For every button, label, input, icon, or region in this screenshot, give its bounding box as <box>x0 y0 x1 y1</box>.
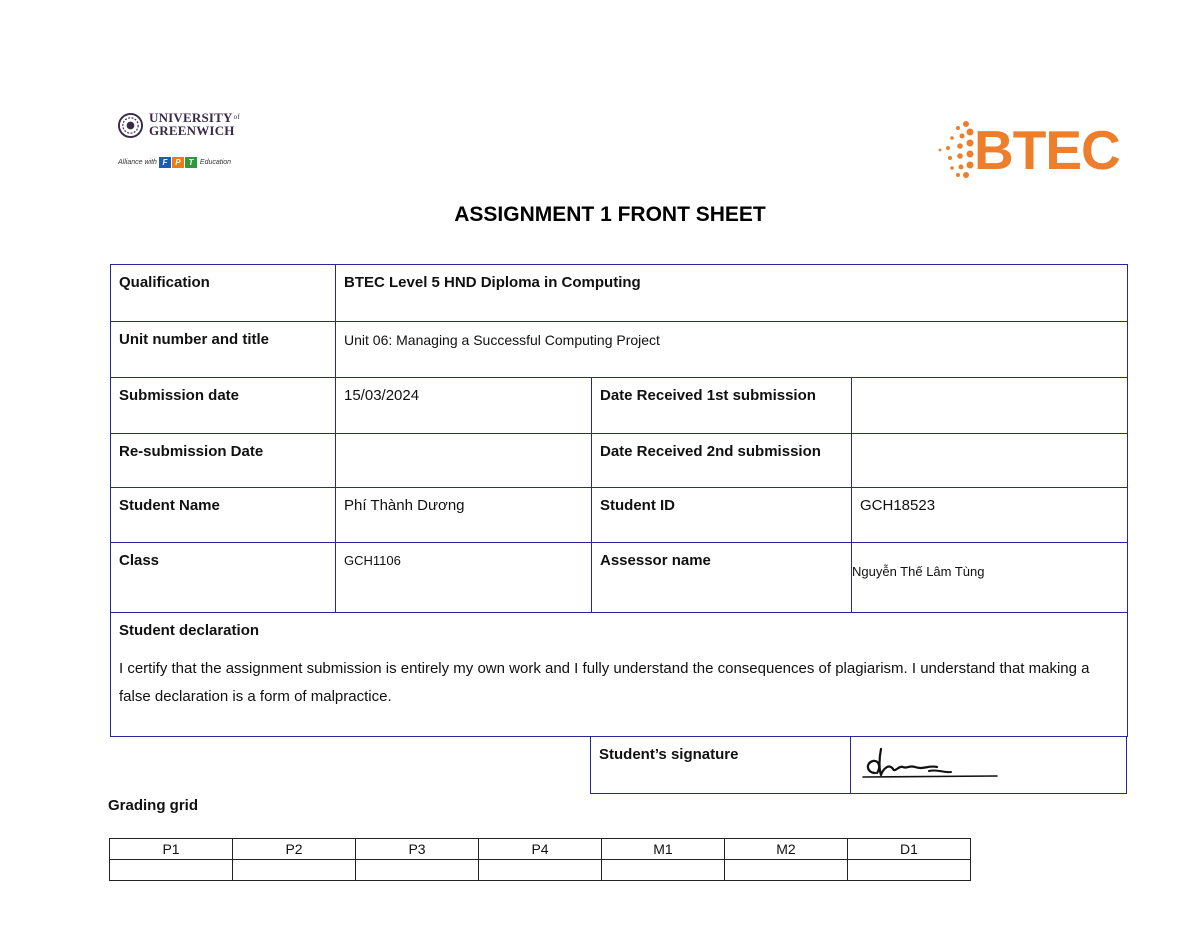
date-received-2-label: Date Received 2nd submission <box>591 433 851 487</box>
resubmission-row <box>110 433 1128 487</box>
university-of: of <box>233 113 240 121</box>
resubmission-label: Re-submission Date <box>110 433 335 487</box>
grading-grid <box>109 838 971 881</box>
university-name <box>149 111 240 137</box>
assessor-value: Nguyễn Thế Lâm Tùng <box>851 542 1128 612</box>
student-signature <box>859 743 999 783</box>
student-name-label: Student Name <box>110 487 335 542</box>
grade-header-d1: D1 <box>848 839 971 860</box>
submission-date-label: Submission date <box>110 377 335 433</box>
assessor-label: Assessor name <box>591 542 851 612</box>
qualification-row <box>110 264 1128 321</box>
class-row <box>110 542 1128 612</box>
fpt-logo <box>159 157 198 168</box>
signature-label: Student’s signature <box>590 737 850 794</box>
university-line1: UNIVERSITY <box>149 110 233 125</box>
date-received-1-value <box>851 377 1128 433</box>
grade-value-p4 <box>479 860 602 881</box>
alliance-prefix: Alliance with <box>118 158 157 166</box>
student-row <box>110 487 1128 542</box>
declaration-text: I certify that the assignment submission is entirely my own work and I fully understand the consequences of plagiarism. I understand that making a false declaration is a form of malpractice. <box>119 660 1090 705</box>
declaration-label: Student declaration <box>119 622 260 639</box>
grade-header-m1: M1 <box>602 839 725 860</box>
university-of-greenwich-logo <box>118 110 258 172</box>
fpt-letter-p: P <box>172 157 184 168</box>
grade-value-m1 <box>602 860 725 881</box>
qualification-value: BTEC Level 5 HND Diploma in Computing <box>335 264 1128 321</box>
student-id-value: GCH18523 <box>851 487 1128 542</box>
unit-row <box>110 321 1128 377</box>
submission-row <box>110 377 1128 433</box>
student-name-value: Phí Thành Dương <box>335 487 591 542</box>
student-id-label: Student ID <box>591 487 851 542</box>
qualification-label: Qualification <box>110 264 335 321</box>
unit-value: Unit 06: Managing a Successful Computing Project <box>335 321 1128 377</box>
university-line2: GREENWICH <box>149 123 235 138</box>
greenwich-seal-icon <box>118 113 143 138</box>
btec-dots-icon <box>936 118 976 182</box>
alliance-fpt-line <box>118 156 231 168</box>
unit-label: Unit number and title <box>110 321 335 377</box>
grade-header-p3: P3 <box>356 839 479 860</box>
grade-header-p2: P2 <box>233 839 356 860</box>
grade-value-p3 <box>356 860 479 881</box>
grade-value-d1 <box>848 860 971 881</box>
student-declaration <box>110 612 1128 737</box>
grading-grid-label: Grading grid <box>108 797 198 814</box>
btec-wordmark: BTEC <box>974 119 1120 181</box>
alliance-suffix: Education <box>199 158 232 166</box>
fpt-letter-f: F <box>159 157 171 168</box>
grade-header-p4: P4 <box>479 839 602 860</box>
signature-cell <box>850 737 1127 794</box>
page-title: ASSIGNMENT 1 FRONT SHEET <box>454 203 766 226</box>
front-sheet-table <box>110 264 1128 763</box>
grade-value-p2 <box>233 860 356 881</box>
date-received-1-label: Date Received 1st submission <box>591 377 851 433</box>
resubmission-value <box>335 433 591 487</box>
grade-header-m2: M2 <box>725 839 848 860</box>
grading-value-row <box>110 860 971 881</box>
signature-row <box>590 737 1127 794</box>
submission-date-value: 15/03/2024 <box>335 377 591 433</box>
class-label: Class <box>110 542 335 612</box>
grade-value-m2 <box>725 860 848 881</box>
grade-value-p1 <box>110 860 233 881</box>
fpt-letter-t: T <box>185 157 197 168</box>
grading-header-row <box>110 839 971 860</box>
class-value: GCH1106 <box>335 542 591 612</box>
btec-logo <box>936 118 1126 182</box>
date-received-2-value <box>851 433 1128 487</box>
grade-header-p1: P1 <box>110 839 233 860</box>
